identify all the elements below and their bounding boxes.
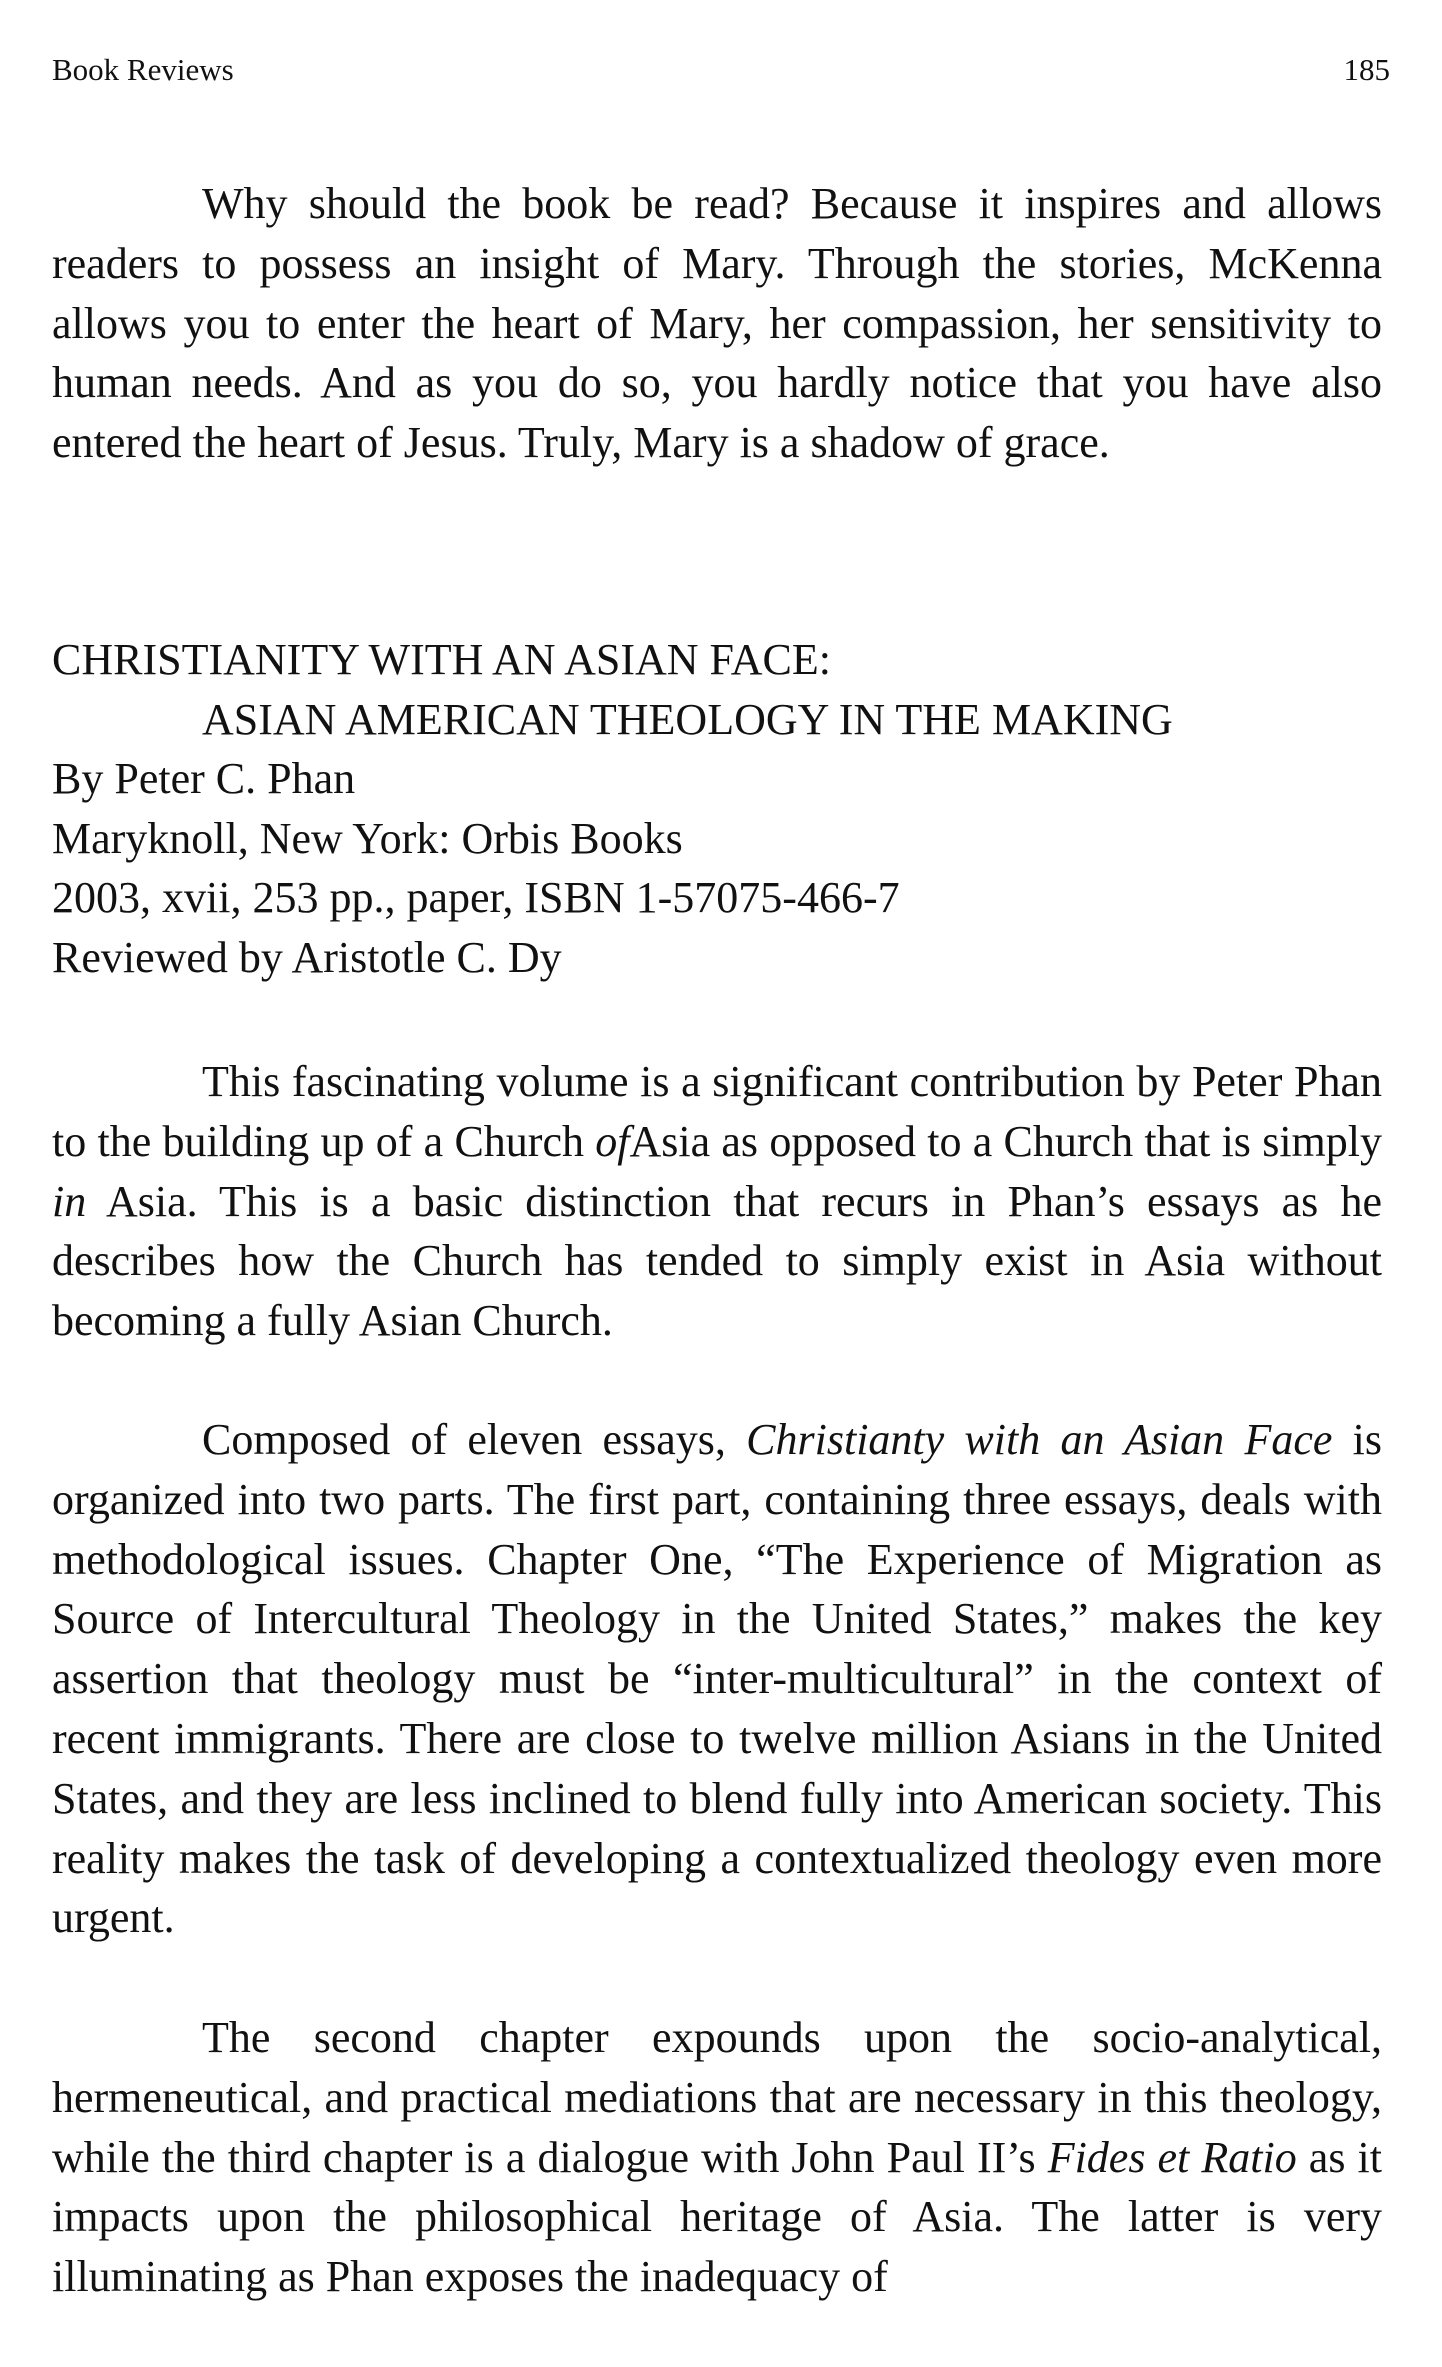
intro-paragraph: Why should the book be read? Because it inspires and allows readers to possess an insight of Mary. Through the stories, McKenna allows you to enter the heart of Mary, her compassion, her sensitivity to human needs. And as you do so, you hardly notice that you have also entered the heart of Jesus. Truly, Mary is a shadow of grace. [52, 179, 1382, 468]
reviewer: Reviewed by Aristotle C. Dy [52, 932, 562, 982]
paragraph-3-text-b: as it impacts upon the philosophical heritage of Asia. The latter is very illuminating as Phan exposes the inadequacy of [52, 2132, 1382, 2302]
paragraph-2-text-b: is organized into two parts. The first part, containing three essays, deals with methodological issues. Chapter One, “The Experience of Migration as Source of Intercultural Theology in the United States,” makes the key assertion that theology must be “inter-multicultural” in the context of recent immigrants. There are close to twelve million Asians in the United States, and they are less inclined to blend fully into American society. This reality makes the task of developing a contextualized theology even more urgent. [52, 1415, 1382, 1943]
review-title-line-1: CHRISTIANITY WITH AN ASIAN FACE: [52, 635, 831, 684]
running-header [52, 52, 1390, 92]
review-paragraph-1 [52, 1052, 1382, 1351]
page-number: 185 [1343, 52, 1390, 87]
review-paragraph-2-section [52, 1410, 1382, 1948]
italic-of: of [595, 1116, 630, 1166]
review-title-line-2: ASIAN AMERICAN THEOLOGY IN THE MAKING [202, 694, 1173, 744]
review-citation [52, 630, 1382, 987]
paragraph-1-text-c: Asia. This is a basic distinction that recurs in Phan’s essays as he describes how the Church has tended to simply exist in Asia without becoming a fully Asian Church. [52, 1176, 1382, 1346]
intro-section [52, 174, 1382, 473]
paragraph-1-text-a: This fascinating volume is a significant contribution by Peter Phan to the building up of a Church [52, 1057, 1382, 1166]
section-title: Book Reviews [52, 52, 234, 87]
book-author: By Peter C. Phan [52, 754, 356, 803]
book-title-italic: Christianty with an Asian Face [746, 1415, 1333, 1464]
paragraph-1-text-b: Asia as opposed to a Church that is simply [629, 1116, 1382, 1166]
review-paragraph-3-section [52, 2008, 1382, 2307]
italic-in: in [52, 1176, 87, 1226]
paragraph-2-text-a: Composed of eleven essays, [202, 1415, 747, 1464]
paragraph-3-text-a: The second chapter expounds upon the socio-analytical, hermeneutical, and practical mediations that are necessary in this theology, while the third chapter is a dialogue with John Paul II’s [52, 2013, 1382, 2182]
publication-details: 2003, xvii, 253 pp., paper, ISBN 1-57075-466-7 [52, 873, 900, 922]
review-paragraph-3 [52, 2008, 1382, 2307]
review-paragraph-2 [52, 1410, 1382, 1948]
fides-et-ratio-italic: Fides et Ratio [1047, 2132, 1297, 2182]
book-publisher: Maryknoll, New York: Orbis Books [52, 813, 683, 863]
review-paragraph-1-section [52, 1052, 1382, 1351]
